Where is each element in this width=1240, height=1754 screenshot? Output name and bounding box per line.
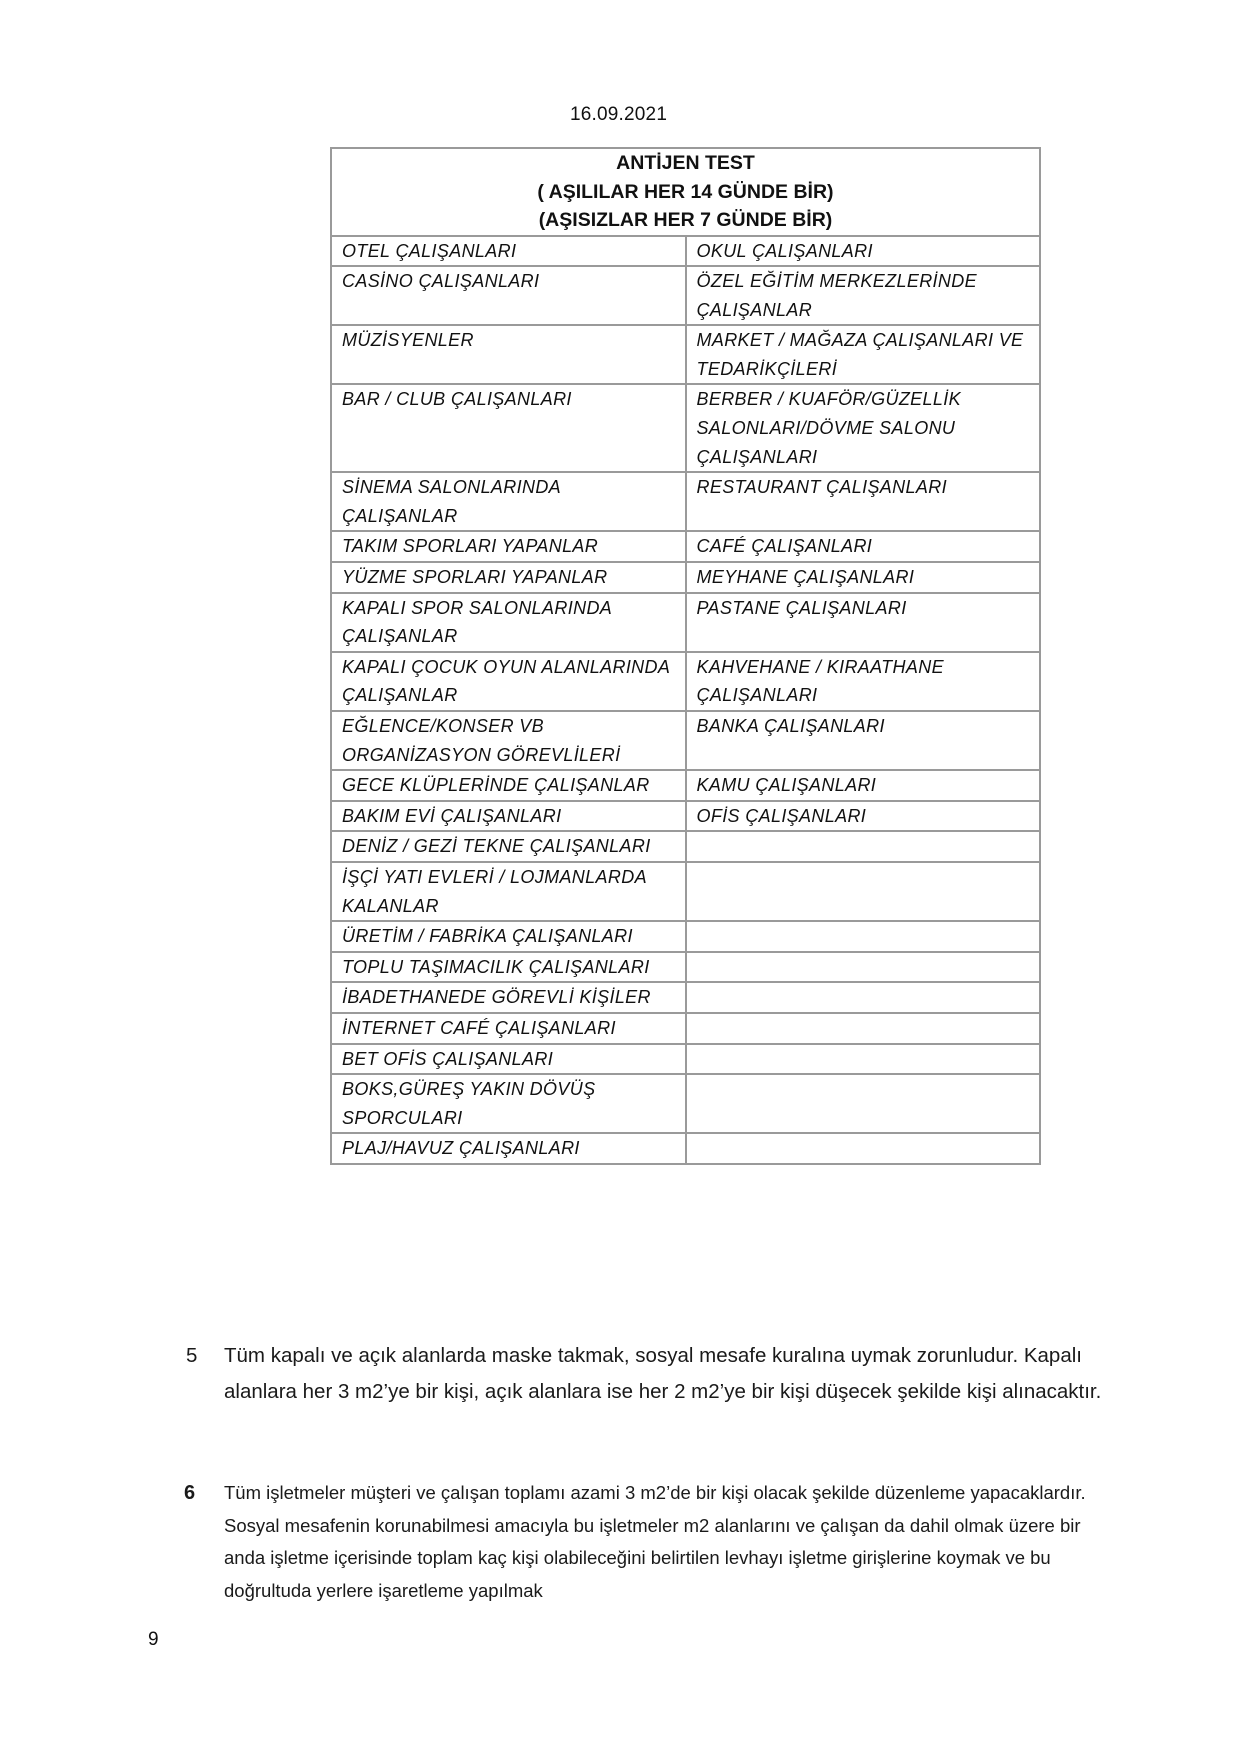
table-cell-right [686, 952, 1041, 983]
table-cell-right: ÖZEL EĞİTİM MERKEZLERİNDE ÇALIŞANLAR [686, 266, 1041, 325]
table-cell-left: YÜZME SPORLARI YAPANLAR [331, 562, 686, 593]
table-cell-right [686, 982, 1041, 1013]
table-cell-left: TAKIM SPORLARI YAPANLAR [331, 531, 686, 562]
table-cell-left: EĞLENCE/KONSER VB ORGANİZASYON GÖREVLİLERİ [331, 711, 686, 770]
table-cell-right [686, 921, 1041, 952]
table-row [331, 770, 1040, 801]
table-cell-left: CASİNO ÇALIŞANLARI [331, 266, 686, 325]
table-cell-left: BAKIM EVİ ÇALIŞANLARI [331, 801, 686, 832]
table-cell-left: SİNEMA SALONLARINDA ÇALIŞANLAR [331, 472, 686, 531]
table-row [331, 801, 1040, 832]
table-title [331, 148, 1040, 236]
table-row [331, 593, 1040, 652]
antigen-test-table [330, 147, 1041, 1165]
page-number: 9 [148, 1629, 159, 1650]
table-row [331, 1133, 1040, 1164]
paragraph-text: Tüm işletmeler müşteri ve çalışan toplamı azami 3 m2’de bir kişi olacak şekilde düzenleme yapacaklardır. Sosyal mesafenin korunabilmesi amacıyla bu işletmeler m2 alanlarını ve çalışan da dahil olmak üzere bir anda işletme içerisinde toplam kaç kişi olabileceğini belirtilen levhayı işletme girişlerine koymak ve bu doğrultuda yerlere işaretleme yapılmak [224, 1482, 1086, 1601]
table-cell-right [686, 1074, 1041, 1133]
table-cell-left: ÜRETİM / FABRİKA ÇALIŞANLARI [331, 921, 686, 952]
paragraph-6 [184, 1477, 1104, 1607]
document-date: 16.09.2021 [570, 104, 668, 125]
table-cell-left: PLAJ/HAVUZ ÇALIŞANLARI [331, 1133, 686, 1164]
table-cell-left: KAPALI ÇOCUK OYUN ALANLARINDA ÇALIŞANLAR [331, 652, 686, 711]
table-cell-left: DENİZ / GEZİ TEKNE ÇALIŞANLARI [331, 831, 686, 862]
table-cell-left: KAPALI SPOR SALONLARINDA ÇALIŞANLAR [331, 593, 686, 652]
table-row [331, 266, 1040, 325]
table-cell-right: MARKET / MAĞAZA ÇALIŞANLARI VE TEDARİKÇİLERİ [686, 325, 1041, 384]
table-cell-left: İNTERNET CAFÉ ÇALIŞANLARI [331, 1013, 686, 1044]
table-title-line: ANTİJEN TEST [616, 152, 755, 174]
table-row [331, 831, 1040, 862]
table-row [331, 325, 1040, 384]
table-cell-right: OFİS ÇALIŞANLARI [686, 801, 1041, 832]
table-row [331, 952, 1040, 983]
paragraph-number: 5 [186, 1344, 198, 1367]
table-cell-left: TOPLU TAŞIMACILIK ÇALIŞANLARI [331, 952, 686, 983]
table-cell-right: KAHVEHANE / KIRAATHANE ÇALIŞANLARI [686, 652, 1041, 711]
table-cell-left: OTEL ÇALIŞANLARI [331, 236, 686, 267]
table-row [331, 1013, 1040, 1044]
table-cell-right [686, 1133, 1041, 1164]
table-body [331, 236, 1040, 1164]
table-cell-right [686, 1044, 1041, 1075]
table-row [331, 652, 1040, 711]
table-cell-left: İBADETHANEDE GÖREVLİ KİŞİLER [331, 982, 686, 1013]
table-row [331, 921, 1040, 952]
table-cell-right [686, 1013, 1041, 1044]
table-cell-left: BAR / CLUB ÇALIŞANLARI [331, 384, 686, 472]
table-row [331, 982, 1040, 1013]
paragraph-text: Tüm kapalı ve açık alanlarda maske takmak, sosyal mesafe kuralına uymak zorunludur. Kapalı alanlara her 3 m2’ye bir kişi, açık alanlara ise her 2 m2’ye bir kişi düşecek şekilde kişi alınacaktır. [224, 1344, 1102, 1403]
table-row [331, 1074, 1040, 1133]
table-row [331, 384, 1040, 472]
table-cell-right [686, 862, 1041, 921]
table-cell-left: BET OFİS ÇALIŞANLARI [331, 1044, 686, 1075]
table-cell-right: BERBER / KUAFÖR/GÜZELLİK SALONLARI/DÖVME SALONU ÇALIŞANLARI [686, 384, 1041, 472]
table-title-line: ( AŞILILAR HER 14 GÜNDE BİR) [537, 180, 834, 203]
table-row [331, 236, 1040, 267]
table-row [331, 562, 1040, 593]
table-cell-right: RESTAURANT ÇALIŞANLARI [686, 472, 1041, 531]
table-row [331, 472, 1040, 531]
table-title-line: (AŞISIZLAR HER 7 GÜNDE BİR) [538, 209, 833, 231]
table-cell-right: MEYHANE ÇALIŞANLARI [686, 562, 1041, 593]
table-cell-left: GECE KLÜPLERİNDE ÇALIŞANLAR [331, 770, 686, 801]
table-cell-right: KAMU ÇALIŞANLARI [686, 770, 1041, 801]
table-row [331, 711, 1040, 770]
table-cell-right: CAFÉ ÇALIŞANLARI [686, 531, 1041, 562]
paragraph-number: 6 [184, 1482, 196, 1504]
table-cell-right: OKUL ÇALIŞANLARI [686, 236, 1041, 267]
table-cell-right [686, 831, 1041, 862]
table-row [331, 531, 1040, 562]
paragraph-5 [186, 1338, 1104, 1409]
table-cell-left: BOKS,GÜREŞ YAKIN DÖVÜŞ SPORCULARI [331, 1074, 686, 1133]
table-row [331, 1044, 1040, 1075]
table-cell-right: PASTANE ÇALIŞANLARI [686, 593, 1041, 652]
table-cell-left: MÜZİSYENLER [331, 325, 686, 384]
table-cell-left: İŞÇİ YATI EVLERİ / LOJMANLARDA KALANLAR [331, 862, 686, 921]
table-cell-right: BANKA ÇALIŞANLARI [686, 711, 1041, 770]
table-row [331, 862, 1040, 921]
